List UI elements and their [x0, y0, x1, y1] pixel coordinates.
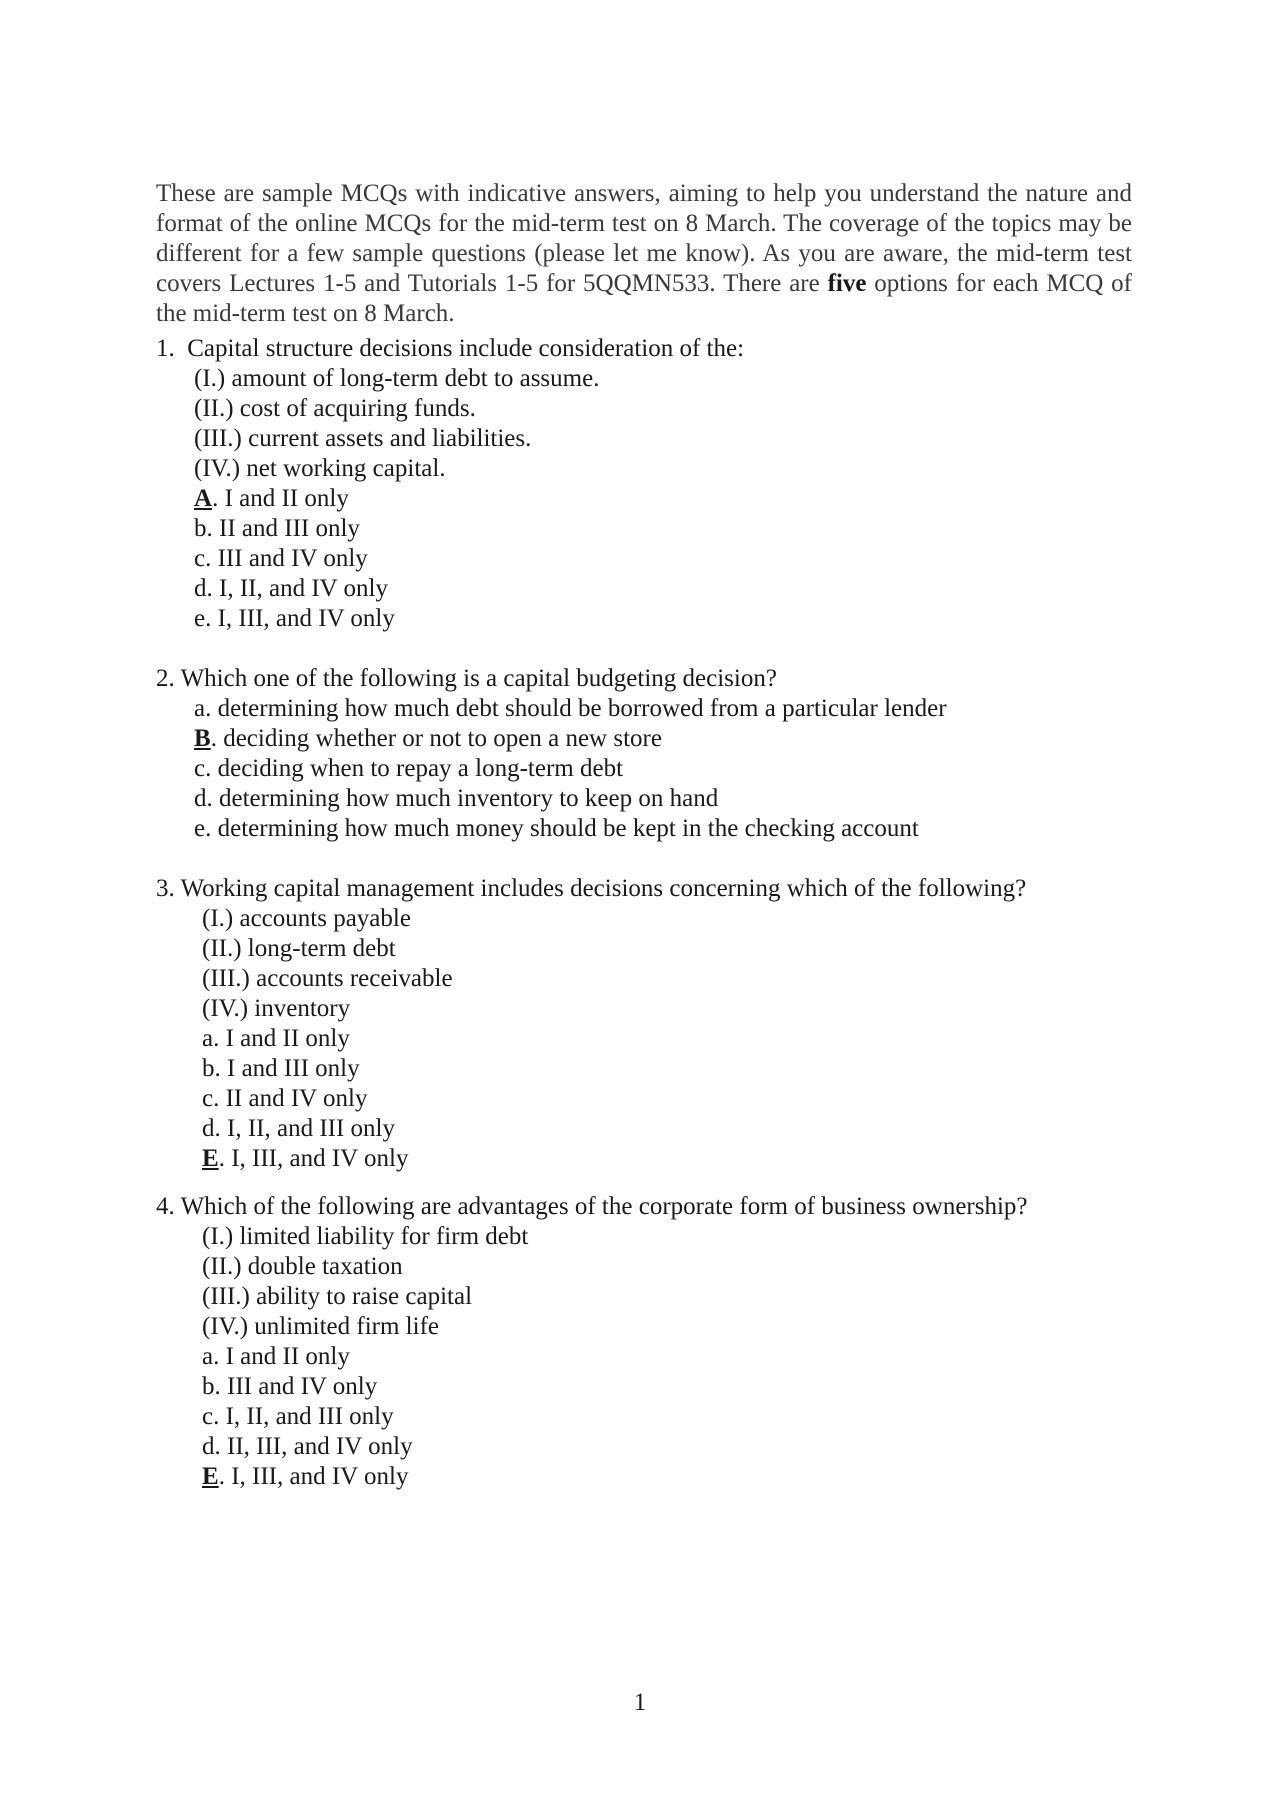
page-number: 1: [633, 1689, 647, 1716]
question-text: Which one of the following is a capital budgeting decision?: [180, 665, 777, 692]
answer-option: [156, 754, 1116, 784]
statement: (IV.) unlimited firm life: [202, 1313, 439, 1340]
statement: (I.) limited liability for firm debt: [202, 1223, 529, 1250]
statement: (II.) double taxation: [202, 1253, 403, 1280]
option-letter: c: [202, 1403, 214, 1430]
option-text: . determining how much money should be kept in the checking account: [205, 815, 919, 842]
statement: (II.) long-term debt: [202, 935, 396, 962]
correct-option-letter: B: [194, 725, 211, 752]
option-text: . II, III, and IV only: [214, 1433, 413, 1460]
correct-option-letter: A: [194, 485, 213, 512]
answer-option: [156, 1462, 1116, 1492]
intro-text-2: options for each MCQ of the mid-term test on 8 March.: [156, 270, 1132, 327]
option-letter: a: [202, 1343, 214, 1370]
question-stem: [156, 334, 1116, 364]
option-text: . I and III only: [214, 1055, 360, 1082]
statement: (II.) cost of acquiring funds.: [194, 395, 476, 422]
option-text: . determining how much debt should be borrowed from a particular lender: [205, 695, 947, 722]
question-number: 2.: [156, 665, 175, 692]
option-text: . II and III only: [206, 515, 360, 542]
option-letter: e: [194, 605, 206, 632]
answer-option: [156, 484, 1116, 514]
correct-option-letter: E: [202, 1463, 219, 1490]
intro-paragraph: [156, 179, 1132, 329]
option-text: . I, II, and IV only: [206, 575, 388, 602]
statement: (IV.) net working capital.: [194, 455, 446, 482]
question-text: Working capital management includes decisions concerning which of the following?: [180, 875, 1027, 902]
question-number: 3.: [156, 875, 175, 902]
option-letter: d: [202, 1115, 215, 1142]
answer-option: [156, 1054, 1116, 1084]
question-number: 4.: [156, 1193, 175, 1220]
answer-option: [156, 1432, 1116, 1462]
question-text: Capital structure decisions include consideration of the:: [187, 335, 745, 362]
answer-option: [156, 514, 1116, 544]
option-letter: d: [194, 785, 207, 812]
option-text: . II and IV only: [213, 1085, 368, 1112]
option-letter: b: [194, 515, 207, 542]
option-text: . III and IV only: [205, 545, 368, 572]
option-text: . I, III, and IV only: [218, 1463, 409, 1490]
option-letter: d: [194, 575, 207, 602]
answer-option: [156, 1402, 1116, 1432]
answer-option: [156, 604, 1116, 634]
question-3: [156, 874, 1116, 1174]
answer-option: [156, 1342, 1116, 1372]
option-letter: d: [202, 1433, 215, 1460]
option-letter: e: [194, 815, 206, 842]
option-letter: a: [202, 1025, 214, 1052]
answer-option: [156, 574, 1116, 604]
option-letter: c: [194, 545, 206, 572]
statement: (III.) accounts receivable: [202, 965, 453, 992]
question-1: [156, 334, 1116, 634]
answer-option: [156, 814, 1116, 844]
answer-option: [156, 724, 1116, 754]
statement: (I.) amount of long-term debt to assume.: [194, 365, 600, 392]
option-text: . I, II, and III only: [214, 1115, 395, 1142]
option-text: . deciding whether or not to open a new store: [210, 725, 662, 752]
option-text: . deciding when to repay a long-term debt: [205, 755, 624, 782]
statement: (III.) ability to raise capital: [202, 1283, 473, 1310]
option-letter: c: [194, 755, 206, 782]
answer-option: [156, 1084, 1116, 1114]
option-text: . I and II only: [213, 1343, 350, 1370]
statement: (IV.) inventory: [202, 995, 351, 1022]
question-4: [156, 1192, 1116, 1492]
question-stem: [156, 664, 1116, 694]
statement: (III.) current assets and liabilities.: [194, 425, 532, 452]
option-letter: c: [202, 1085, 214, 1112]
question-number: 1.: [156, 335, 175, 362]
option-text: . III and IV only: [214, 1373, 378, 1400]
option-text: . I and II only: [213, 1025, 350, 1052]
question-stem: [156, 1192, 1116, 1222]
statement: (I.) accounts payable: [202, 905, 411, 932]
correct-option-letter: E: [202, 1145, 219, 1172]
option-text: . I and II only: [212, 485, 349, 512]
answer-option: [156, 1372, 1116, 1402]
intro-text-1: These are sample MCQs with indicative answers, aiming to help you understand the nature and format of the online MCQs for the mid-term test on 8 March. The coverage of the topics may be different for a few sample questions (please let me know). As you are aware, the mid-term test covers Lectures 1-5 and Tutorials 1-5 for 5QQMN533. There are: [156, 180, 1132, 297]
intro-bold-word: five: [827, 270, 867, 297]
option-text: . determining how much inventory to keep on hand: [206, 785, 719, 812]
answer-option: [156, 1114, 1116, 1144]
answer-option: [156, 544, 1116, 574]
option-text: . I, III, and IV only: [218, 1145, 409, 1172]
answer-option: [156, 1024, 1116, 1054]
answer-option: [156, 694, 1116, 724]
option-letter: a: [194, 695, 206, 722]
answer-option: [156, 784, 1116, 814]
question-text: Which of the following are advantages of the corporate form of business ownership?: [180, 1193, 1028, 1220]
question-2: [156, 664, 1116, 844]
question-stem: [156, 874, 1116, 904]
answer-option: [156, 1144, 1116, 1174]
option-text: . I, II, and III only: [213, 1403, 394, 1430]
option-text: . I, III, and IV only: [205, 605, 395, 632]
option-letter: b: [202, 1373, 215, 1400]
option-letter: b: [202, 1055, 215, 1082]
